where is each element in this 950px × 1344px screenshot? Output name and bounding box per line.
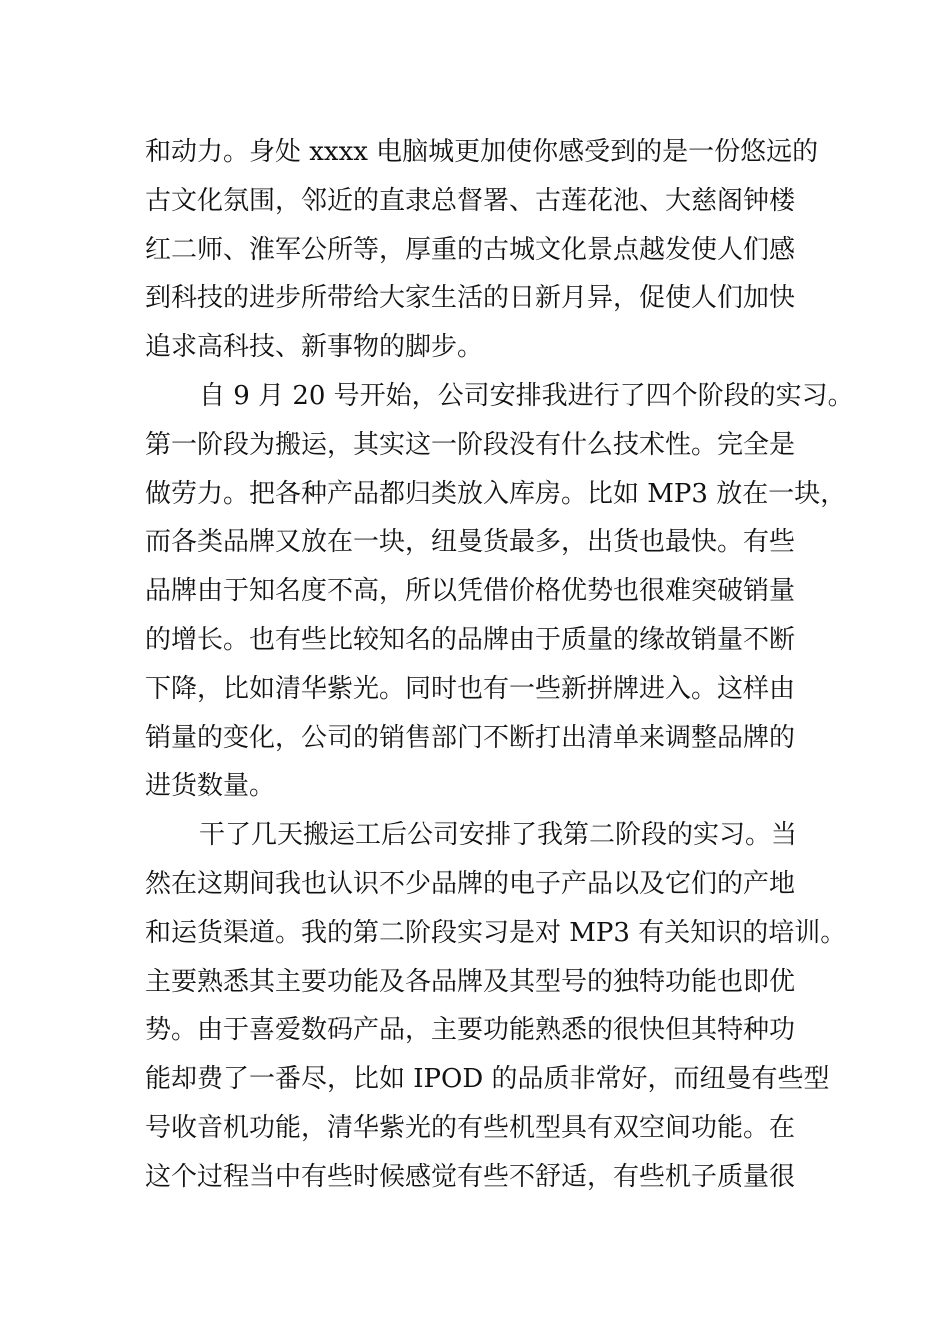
text-line: 第一阶段为搬运，其实这一阶段没有什么技术性。完全是	[145, 429, 796, 460]
text-line: 到科技的进步所带给大家生活的日新月异，促使人们加快	[145, 283, 796, 314]
text-line: 和运货渠道。我的第二阶段实习是对 MP3 有关知识的培训。	[145, 917, 847, 948]
paragraph-1	[145, 128, 817, 372]
text-line: 销量的变化，公司的销售部门不断打出清单来调整品牌的	[145, 722, 796, 753]
text-line: 这个过程当中有些时候感觉有些不舒适，有些机子质量很	[145, 1161, 796, 1192]
body-text	[145, 128, 854, 1202]
text-line: 而各类品牌又放在一块，纽曼货最多，出货也最快。有些	[145, 527, 796, 558]
text-line: 下降，比如清华紫光。同时也有一些新拼牌进入。这样由	[145, 673, 796, 704]
text-line: 做劳力。把各种产品都归类放入库房。比如 MP3 放在一块，	[145, 478, 847, 509]
text-line: 追求高科技、新事物的脚步。	[145, 332, 484, 363]
text-line: 能却费了一番尽，比如 IPOD 的品质非常好，而纽曼有些型	[145, 1064, 830, 1095]
text-line-first: 干了几天搬运工后公司安排了我第二阶段的实习。当	[199, 820, 798, 851]
text-line: 红二师、淮军公所等，厚重的古城文化景点越发使人们感	[145, 234, 796, 265]
text-line: 的增长。也有些比较知名的品牌由于质量的缘故销量不断	[145, 624, 796, 655]
text-line: 进货数量。	[145, 771, 276, 802]
text-line: 主要熟悉其主要功能及各品牌及其型号的独特功能也即优	[145, 966, 796, 997]
text-line: 和动力。身处 xxxx 电脑城更加使你感受到的是一份悠远的	[145, 137, 819, 167]
paragraph-3	[145, 811, 847, 1201]
text-line: 势。由于喜爱数码产品，主要功能熟悉的很快但其特种功	[145, 1015, 796, 1046]
text-line-first: 自 9 月 20 号开始，公司安排我进行了四个阶段的实习。	[199, 380, 854, 411]
text-line: 号收音机功能，清华紫光的有些机型具有双空间功能。在	[145, 1112, 796, 1143]
text-line: 然在这期间我也认识不少品牌的电子产品以及它们的产地	[145, 868, 796, 899]
text-line: 品牌由于知名度不高，所以凭借价格优势也很难突破销量	[145, 576, 796, 607]
text-line: 古文化氛围，邻近的直隶总督署、古莲花池、大慈阁钟楼	[145, 185, 796, 216]
paragraph-2	[145, 372, 854, 811]
